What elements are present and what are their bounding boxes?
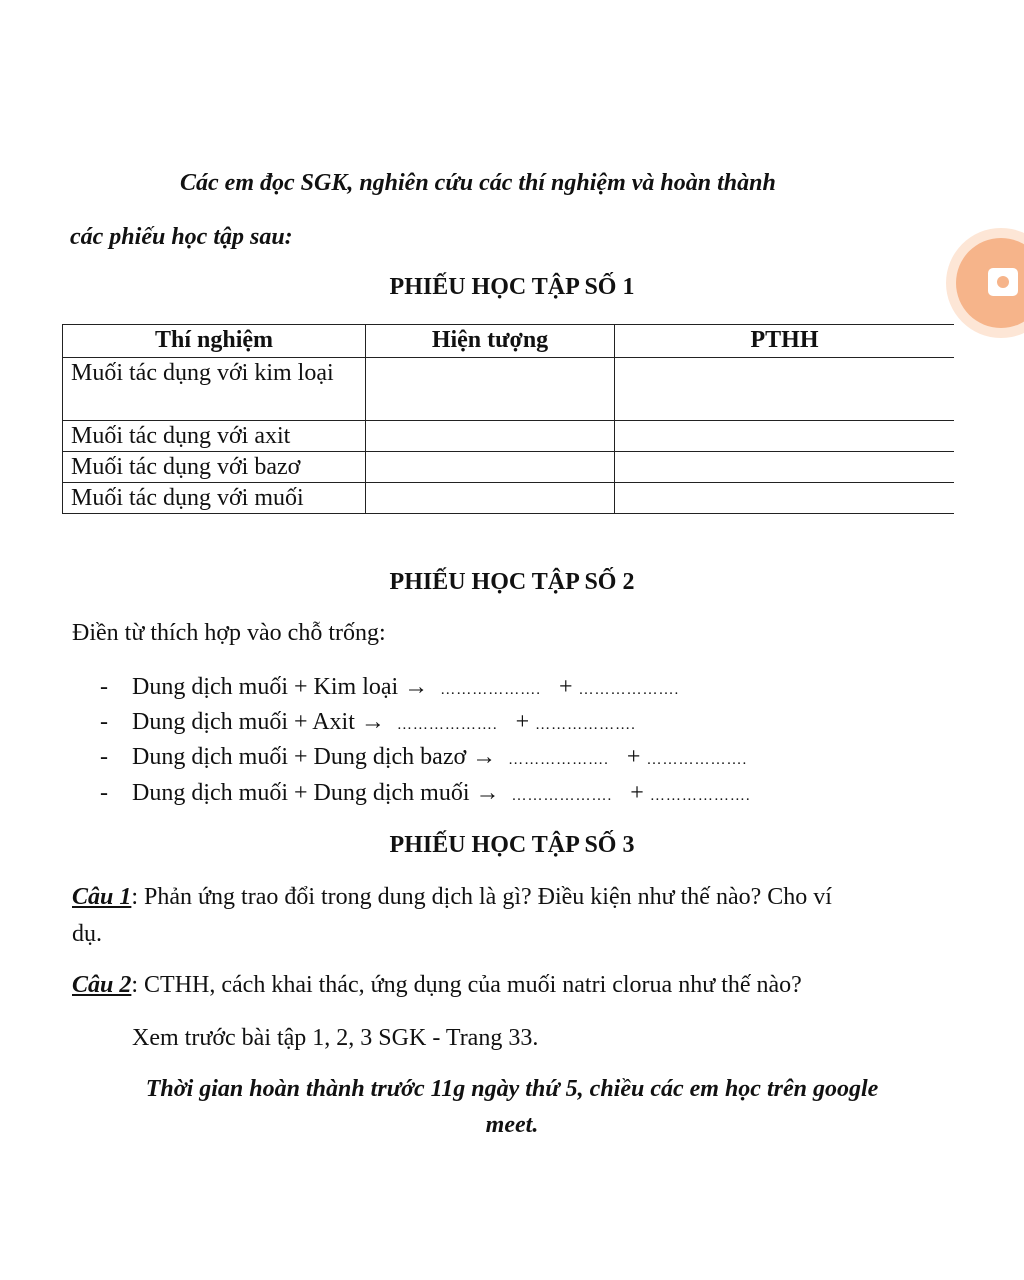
intro-line-2: các phiếu học tập sau: (70, 224, 293, 250)
plus-sign: + (558, 674, 573, 700)
table-cell-equation (615, 421, 955, 452)
fill-blank-item (100, 744, 747, 771)
table-cell-equation (615, 452, 955, 483)
blank-product-2: ………………. (535, 717, 636, 733)
bullet-dash: - (100, 709, 108, 735)
sheet2-title: PHIẾU HỌC TẬP SỐ 2 (389, 569, 635, 595)
intro-line-1: Các em đọc SGK, nghiên cứu các thí nghiệm và hoàn thành (180, 170, 776, 196)
question-1 (72, 884, 942, 911)
table-header-row (63, 325, 955, 358)
blank-product-1: ………………. (508, 752, 609, 768)
preview-exercises: Xem trước bài tập 1, 2, 3 SGK - Trang 33. (132, 1025, 539, 1051)
bullet-dash: - (100, 780, 108, 806)
blank-product-2: ………………. (578, 682, 680, 698)
table-cell-phenomenon (366, 483, 615, 514)
blank-product-1: ………………. (396, 717, 498, 733)
plus-sign: + (630, 780, 644, 806)
table-row (63, 358, 955, 421)
blank-product-1: ………………. (440, 682, 541, 698)
table-cell-experiment: Muối tác dụng với bazơ (63, 452, 366, 483)
table-row (63, 483, 955, 514)
record-button-icon (956, 238, 1024, 328)
deadline-line-1: Thời gian hoàn thành trước 11g ngày thứ 5, chiều các em học trên google (145, 1076, 879, 1102)
question-2-label: Câu 2 (72, 972, 132, 998)
sheet1-table (62, 324, 954, 514)
question-1-text: : Phản ứng trao đổi trong dung dịch là gì? Điều kiện như thế nào? Cho ví (131, 884, 832, 910)
question-1-continuation: dụ. (72, 921, 102, 947)
table-row (63, 421, 955, 452)
question-2 (72, 972, 942, 999)
deadline-line-2: meet. (485, 1112, 539, 1138)
sheet3-title: PHIẾU HỌC TẬP SỐ 3 (389, 832, 635, 858)
fill-blank-item (100, 674, 679, 701)
reaction-text: Dung dịch muối + Dung dịch bazơ → (132, 744, 497, 770)
plus-sign: + (515, 709, 530, 735)
record-button[interactable] (946, 228, 1024, 338)
plus-sign: + (626, 744, 641, 770)
table-cell-experiment: Muối tác dụng với kim loại (63, 358, 366, 421)
fill-blank-item (100, 709, 636, 736)
fill-blank-item (100, 780, 751, 807)
table-cell-equation (615, 483, 955, 514)
header-equation: PTHH (615, 325, 955, 358)
blank-product-2: ………………. (646, 752, 748, 768)
header-experiment: Thí nghiệm (63, 325, 366, 358)
table-cell-phenomenon (366, 421, 615, 452)
blank-product-1: ………………. (511, 788, 613, 804)
blank-product-2: ………………. (649, 788, 751, 804)
question-1-label: Câu 1 (72, 884, 132, 910)
table-cell-equation (615, 358, 955, 421)
reaction-text: Dung dịch muối + Axit → (132, 709, 385, 735)
reaction-text: Dung dịch muối + Dung dịch muối → (132, 780, 500, 806)
table-cell-phenomenon (366, 358, 615, 421)
bullet-dash: - (100, 674, 108, 700)
bullet-dash: - (100, 744, 108, 770)
reaction-text: Dung dịch muối + Kim loại → (132, 674, 429, 700)
question-2-text: : CTHH, cách khai thác, ứng dụng của muối natri clorua như thế nào? (131, 972, 802, 998)
table-cell-phenomenon (366, 452, 615, 483)
sheet1-title: PHIẾU HỌC TẬP SỐ 1 (389, 274, 635, 300)
sheet2-instruction: Điền từ thích hợp vào chỗ trống: (72, 620, 386, 646)
table-cell-experiment: Muối tác dụng với axit (63, 421, 366, 452)
table-cell-experiment: Muối tác dụng với muối (63, 483, 366, 514)
header-phenomenon: Hiện tượng (366, 325, 615, 358)
table-row (63, 452, 955, 483)
